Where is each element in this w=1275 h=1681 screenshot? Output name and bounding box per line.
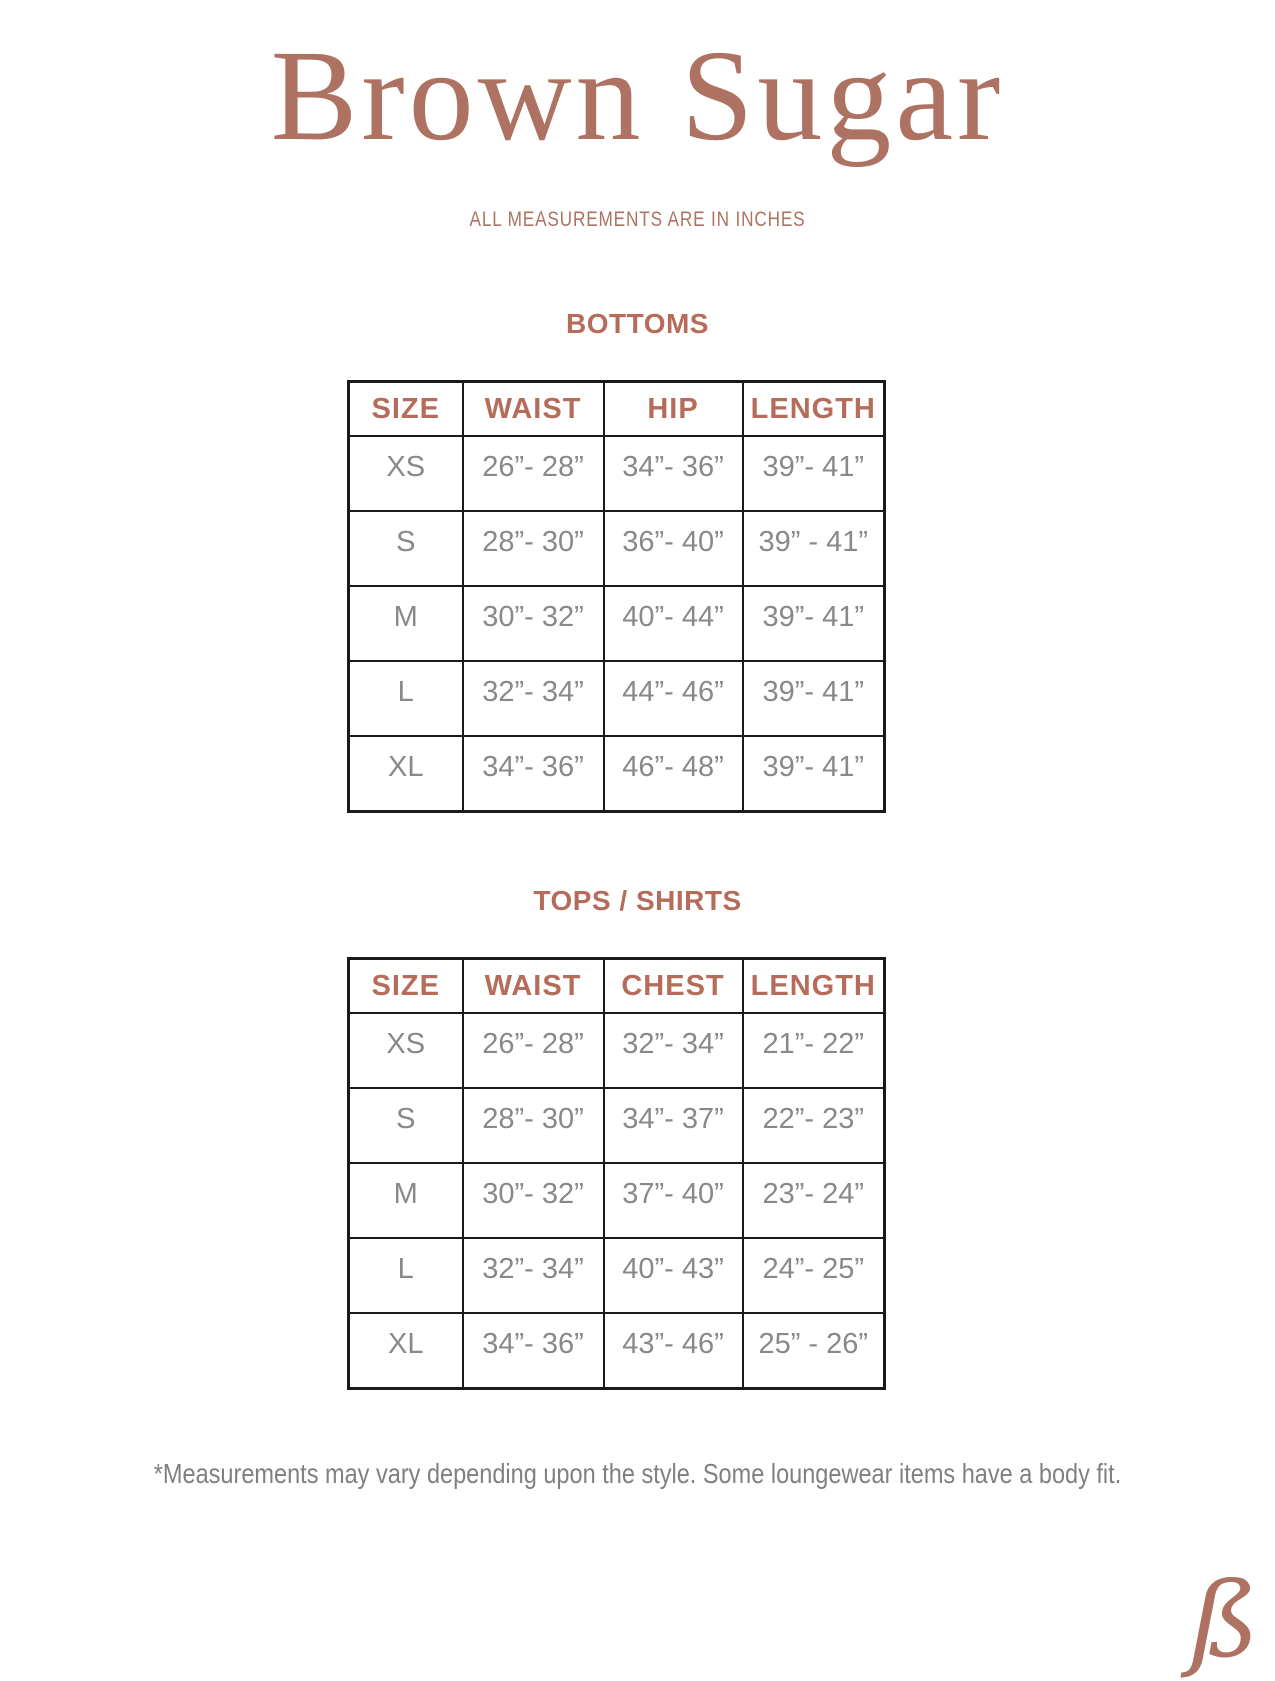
bottoms-section-heading: BOTTOMS (566, 308, 709, 339)
length-cell: 39”- 41” (743, 736, 885, 812)
length-cell: 39” - 41” (743, 511, 885, 586)
waist-cell: 30”- 32” (463, 586, 604, 661)
size-cell: XS (349, 1013, 463, 1088)
page-title: Brown Sugar (270, 24, 1005, 168)
hip-cell: 34”- 36” (604, 436, 743, 511)
size-cell: S (349, 1088, 463, 1163)
hip-cell: 40”- 44” (604, 586, 743, 661)
column-header-waist: WAIST (463, 382, 604, 437)
size-cell: M (349, 586, 463, 661)
tops-header-row (349, 959, 885, 1014)
length-cell: 39”- 41” (743, 436, 885, 511)
chest-cell: 32”- 34” (604, 1013, 743, 1088)
waist-cell: 28”- 30” (463, 1088, 604, 1163)
hip-cell: 44”- 46” (604, 661, 743, 736)
length-cell: 25” - 26” (743, 1313, 885, 1389)
table-row-m (349, 1163, 885, 1238)
bottoms-header-row (349, 382, 885, 437)
size-cell: L (349, 661, 463, 736)
column-header-waist: WAIST (463, 959, 604, 1014)
length-cell: 23”- 24” (743, 1163, 885, 1238)
table-row-m (349, 586, 885, 661)
brand-monogram-logo: ß (1189, 1559, 1259, 1681)
table-row-s (349, 1088, 885, 1163)
chest-cell: 43”- 46” (604, 1313, 743, 1389)
waist-cell: 34”- 36” (463, 1313, 604, 1389)
chest-cell: 40”- 43” (604, 1238, 743, 1313)
hip-cell: 36”- 40” (604, 511, 743, 586)
column-header-hip: HIP (604, 382, 743, 437)
table-row-l (349, 1238, 885, 1313)
bottoms-size-table (347, 380, 886, 813)
table-row-xl (349, 1313, 885, 1389)
waist-cell: 26”- 28” (463, 436, 604, 511)
column-header-length: LENGTH (743, 959, 885, 1014)
measurements-unit-note: ALL MEASUREMENTS ARE IN INCHES (469, 208, 806, 231)
size-cell: S (349, 511, 463, 586)
measurement-disclaimer: *Measurements may vary depending upon the style. Some loungewear items have a body fit. (153, 1458, 1122, 1489)
waist-cell: 32”- 34” (463, 1238, 604, 1313)
length-cell: 39”- 41” (743, 586, 885, 661)
waist-cell: 26”- 28” (463, 1013, 604, 1088)
size-cell: M (349, 1163, 463, 1238)
column-header-length: LENGTH (743, 382, 885, 437)
waist-cell: 32”- 34” (463, 661, 604, 736)
length-cell: 21”- 22” (743, 1013, 885, 1088)
length-cell: 24”- 25” (743, 1238, 885, 1313)
column-header-size: SIZE (349, 959, 463, 1014)
column-header-chest: CHEST (604, 959, 743, 1014)
waist-cell: 28”- 30” (463, 511, 604, 586)
table-row-xl (349, 736, 885, 812)
size-cell: L (349, 1238, 463, 1313)
column-header-size: SIZE (349, 382, 463, 437)
waist-cell: 30”- 32” (463, 1163, 604, 1238)
size-cell: XS (349, 436, 463, 511)
chest-cell: 34”- 37” (604, 1088, 743, 1163)
length-cell: 22”- 23” (743, 1088, 885, 1163)
tops-size-table (347, 957, 886, 1390)
hip-cell: 46”- 48” (604, 736, 743, 812)
size-chart-page (0, 18, 1275, 1681)
chest-cell: 37”- 40” (604, 1163, 743, 1238)
table-row-l (349, 661, 885, 736)
table-row-xs (349, 436, 885, 511)
length-cell: 39”- 41” (743, 661, 885, 736)
table-row-xs (349, 1013, 885, 1088)
size-cell: XL (349, 1313, 463, 1389)
table-row-s (349, 511, 885, 586)
tops-section-heading: TOPS / SHIRTS (533, 885, 742, 916)
size-cell: XL (349, 736, 463, 812)
waist-cell: 34”- 36” (463, 736, 604, 812)
